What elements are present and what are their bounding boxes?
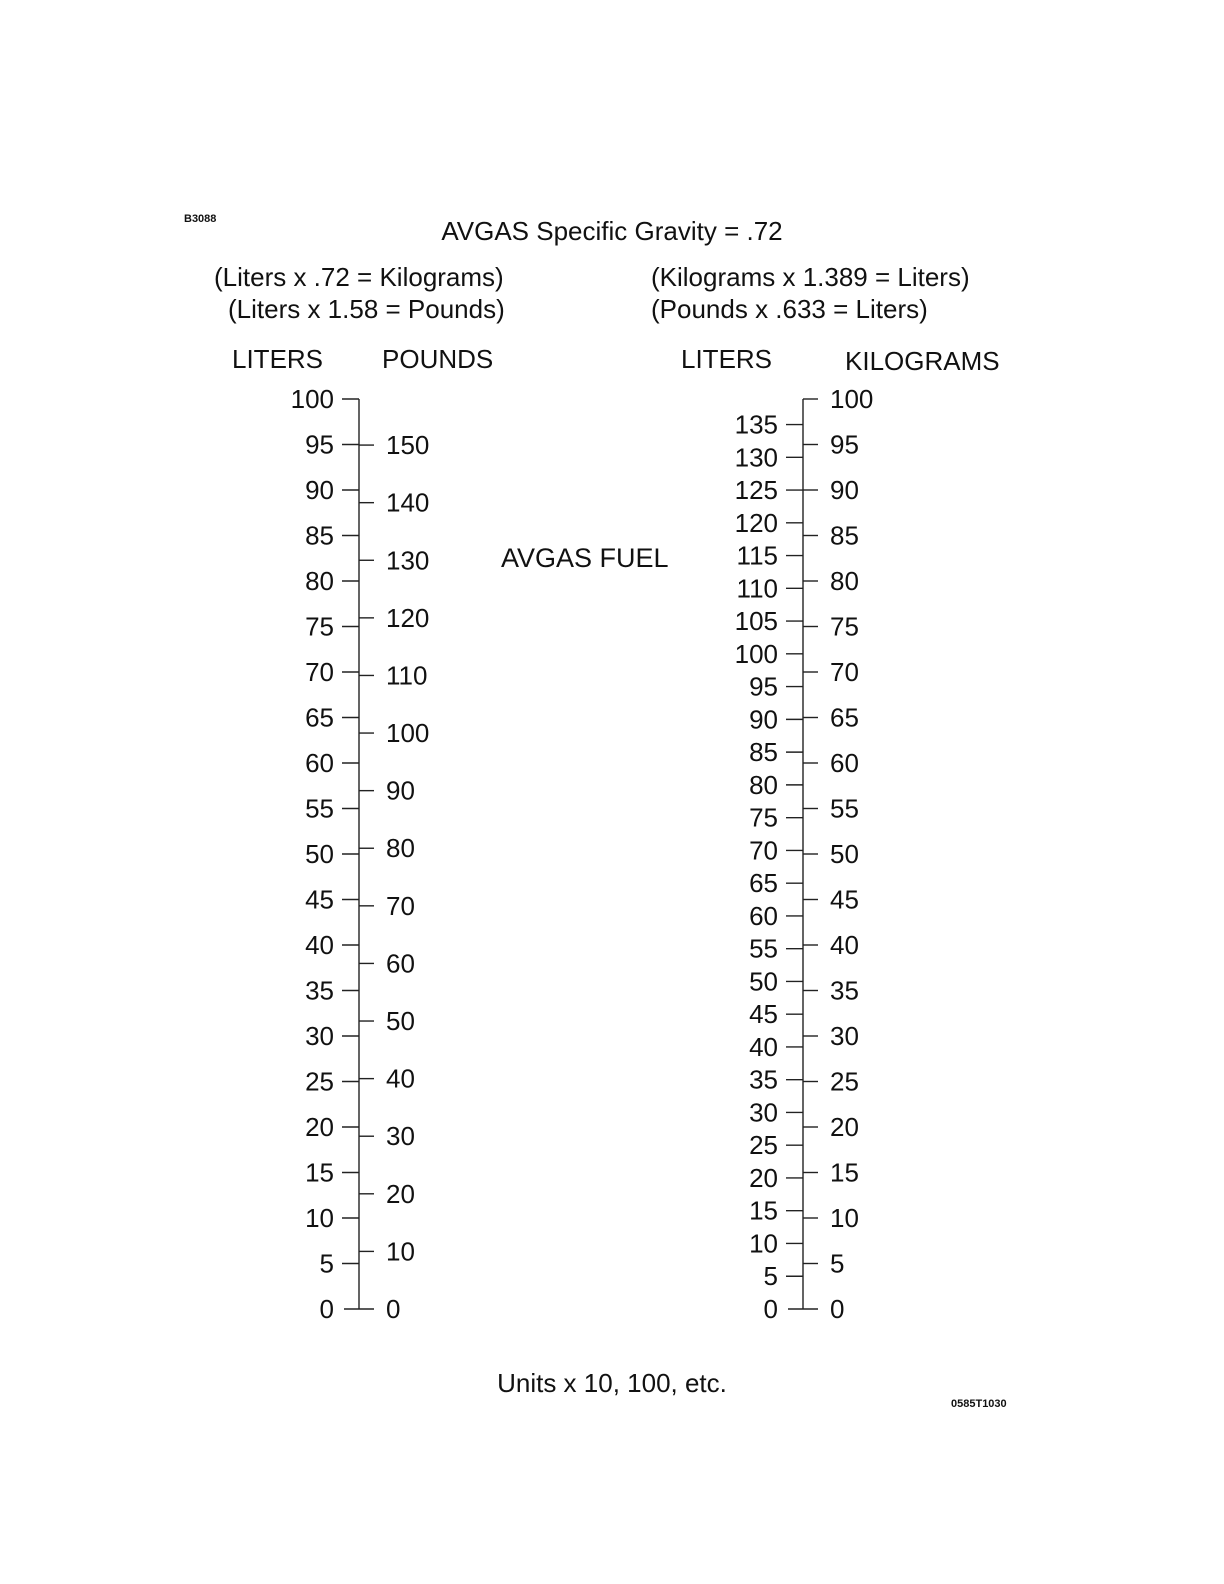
liters-kilograms-right-tick-label: 55	[830, 793, 859, 824]
fuel-label: AVGAS FUEL	[501, 543, 669, 573]
liters-pounds-left-tick-label: 0	[319, 1294, 334, 1324]
formula-liters-to-kg: (Liters x .72 = Kilograms)	[214, 262, 504, 292]
liters-kilograms-left-tick-label: 75	[749, 802, 778, 833]
liters-pounds-left-tick-label: 10	[305, 1203, 334, 1233]
liters-kilograms-right-tick-label: 100	[830, 384, 874, 414]
liters-kilograms-left-tick-label: 90	[749, 704, 778, 735]
liters-kilograms-right-tick-label: 5	[830, 1248, 845, 1279]
liters-pounds-right-tick-label: 120	[386, 602, 430, 633]
liters-pounds-right-tick-label: 50	[386, 1006, 415, 1037]
liters-pounds-left-tick-label: 100	[290, 384, 334, 414]
liters-pounds-left-tick-label: 80	[305, 566, 334, 596]
liters-kilograms-right-tick-label: 90	[830, 475, 859, 505]
liters-pounds-right-tick-label: 40	[386, 1063, 415, 1094]
liters-pounds-right-tick-label: 70	[386, 890, 415, 921]
liters-pounds-right-tick-label: 90	[386, 775, 415, 806]
axis-label-kilograms: KILOGRAMS	[845, 346, 1000, 376]
liters-kilograms-left-tick-label: 60	[749, 900, 778, 931]
formula-lb-to-liters: (Pounds x .633 = Liters)	[651, 294, 928, 324]
liters-kilograms-left-tick-label: 115	[736, 540, 778, 571]
liters-kilograms-left-tick-label: 120	[734, 507, 778, 538]
liters-pounds-right-tick-label: 0	[386, 1294, 401, 1324]
liters-kilograms-left-tick-label: 30	[749, 1097, 778, 1128]
liters-kilograms-right-tick-label: 40	[830, 930, 859, 960]
liters-pounds-left-tick-label: 50	[305, 839, 334, 869]
liters-kilograms-right-tick-label: 45	[830, 884, 859, 915]
liters-kilograms-right-tick-label: 35	[830, 975, 859, 1006]
liters-kilograms-left-tick-label: 135	[734, 409, 778, 440]
liters-pounds-right-tick-label: 80	[386, 833, 415, 864]
formula-kg-to-liters: (Kilograms x 1.389 = Liters)	[651, 262, 970, 292]
liters-kilograms-right-tick-label: 30	[830, 1021, 859, 1051]
liters-kilograms-left-tick-label: 105	[734, 606, 778, 637]
liters-kilograms-right-tick-label: 75	[830, 611, 859, 642]
liters-pounds-left-tick-label: 90	[305, 475, 334, 505]
chart-title: AVGAS Specific Gravity = .72	[441, 216, 783, 246]
formula-liters-to-lb: (Liters x 1.58 = Pounds)	[228, 294, 505, 324]
liters-pounds-left-tick-label: 75	[305, 611, 334, 642]
axis-label-liters-left: LITERS	[232, 344, 324, 374]
liters-kilograms-right-tick-label: 70	[830, 657, 859, 687]
liters-pounds-left-tick-label: 25	[305, 1066, 334, 1097]
liters-kilograms-left-tick-label: 45	[749, 999, 778, 1030]
liters-kilograms-left-tick-label: 40	[749, 1031, 778, 1062]
liters-kilograms-left-tick-label: 125	[734, 475, 778, 506]
axis-label-pounds: POUNDS	[382, 344, 494, 374]
liters-pounds-left-tick-label: 35	[305, 975, 334, 1006]
liters-kilograms-right-tick-label: 10	[830, 1203, 859, 1233]
liters-kilograms-left-tick-label: 25	[749, 1130, 778, 1161]
liters-kilograms-right-tick-label: 15	[830, 1157, 859, 1188]
liters-kilograms-right-tick-label: 20	[830, 1112, 859, 1142]
liters-kilograms-right-tick-label: 0	[830, 1294, 845, 1324]
liters-kilograms-left-tick-label: 5	[763, 1261, 778, 1292]
axis-label-liters-right: LITERS	[681, 344, 773, 374]
liters-kilograms-left-tick-label: 110	[736, 573, 778, 604]
liters-pounds-left-tick-label: 30	[305, 1021, 334, 1051]
liters-pounds-left-tick-label: 70	[305, 657, 334, 687]
liters-pounds-right-tick-label: 20	[386, 1178, 415, 1209]
liters-kilograms-right-tick-label: 50	[830, 839, 859, 869]
liters-pounds-right-tick-label: 10	[386, 1236, 415, 1267]
liters-pounds-left-tick-label: 40	[305, 930, 334, 960]
liters-kilograms-right-tick-label: 65	[830, 702, 859, 733]
figure-code: 0585T1030	[951, 1398, 1007, 1410]
liters-pounds-right-tick-label: 110	[386, 660, 428, 691]
footer-note: Units x 10, 100, etc.	[497, 1368, 727, 1398]
liters-kilograms-right-tick-label: 95	[830, 429, 859, 460]
liters-kilograms-left-tick-label: 15	[749, 1195, 778, 1226]
liters-pounds-left-tick-label: 15	[305, 1157, 334, 1188]
liters-kilograms-left-tick-label: 85	[749, 737, 778, 768]
liters-kilograms-left-tick-label: 100	[734, 638, 778, 669]
liters-pounds-left-tick-label: 65	[305, 702, 334, 733]
liters-kilograms-left-tick-label: 35	[749, 1064, 778, 1095]
liters-kilograms-right-tick-label: 25	[830, 1066, 859, 1097]
liters-pounds-left-tick-label: 60	[305, 748, 334, 778]
liters-kilograms-left-tick-label: 0	[763, 1294, 778, 1324]
liters-kilograms-left-tick-label: 70	[749, 835, 778, 866]
liters-pounds-left-tick-label: 55	[305, 793, 334, 824]
liters-kilograms-left-tick-label: 20	[749, 1162, 778, 1193]
liters-kilograms-right-tick-label: 85	[830, 520, 859, 551]
liters-kilograms-left-tick-label: 65	[749, 868, 778, 899]
liters-kilograms-left-tick-label: 10	[749, 1228, 778, 1259]
liters-pounds-right-tick-label: 60	[386, 948, 415, 979]
liters-pounds-right-tick-label: 100	[386, 718, 430, 749]
liters-pounds-left-tick-label: 95	[305, 429, 334, 460]
liters-pounds-left-tick-label: 5	[319, 1248, 334, 1279]
liters-kilograms-left-tick-label: 130	[734, 442, 778, 473]
liters-pounds-right-tick-label: 140	[386, 487, 430, 518]
liters-kilograms-left-tick-label: 55	[749, 933, 778, 964]
liters-pounds-right-tick-label: 150	[386, 430, 430, 461]
liters-pounds-left-tick-label: 45	[305, 884, 334, 915]
liters-kilograms-left-tick-label: 80	[749, 769, 778, 800]
liters-kilograms-left-tick-label: 95	[749, 671, 778, 702]
liters-kilograms-right-tick-label: 60	[830, 748, 859, 778]
liters-pounds-right-tick-label: 30	[386, 1121, 415, 1152]
figure-id: B3088	[184, 213, 217, 225]
liters-pounds-left-tick-label: 20	[305, 1112, 334, 1142]
liters-kilograms-left-tick-label: 50	[749, 966, 778, 997]
liters-pounds-right-tick-label: 130	[386, 545, 430, 576]
liters-pounds-left-tick-label: 85	[305, 520, 334, 551]
liters-kilograms-right-tick-label: 80	[830, 566, 859, 596]
